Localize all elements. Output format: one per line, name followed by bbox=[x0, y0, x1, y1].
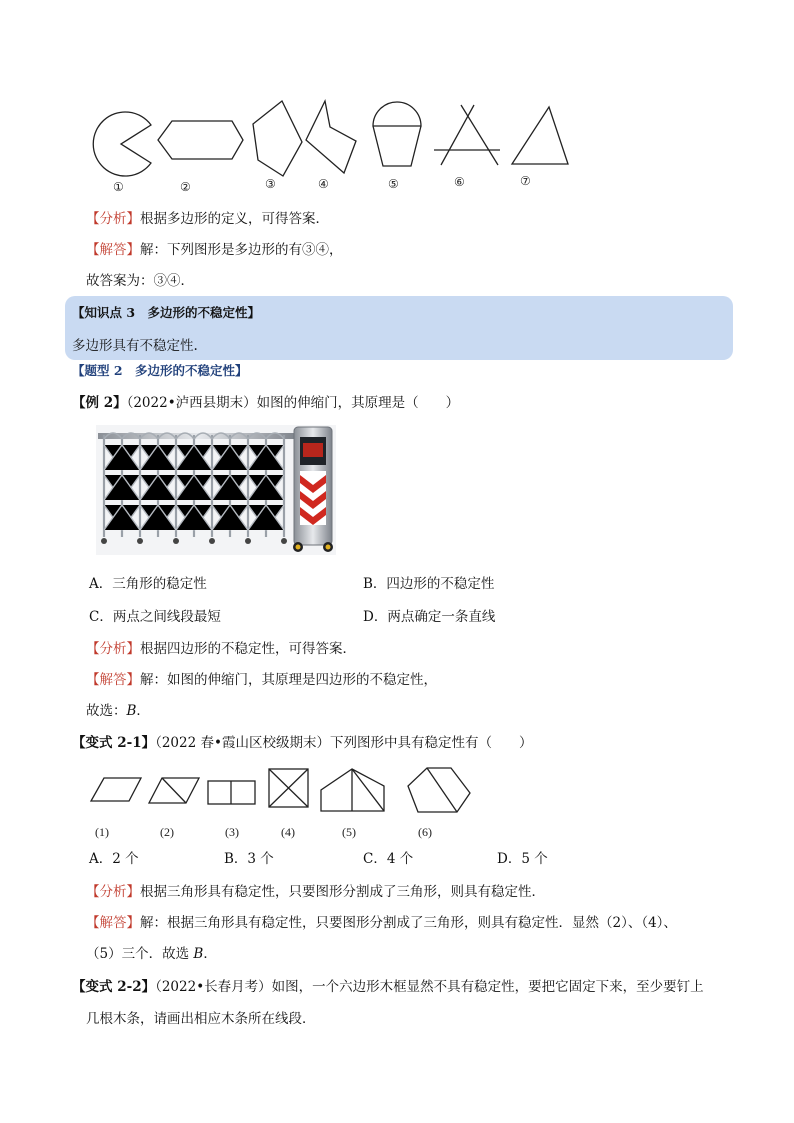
ex2-option-d: D．两点确定一条直线 bbox=[363, 609, 496, 625]
var22-label: 【变式 2-2】 bbox=[72, 979, 156, 995]
var21-figure-2-parallelogram-diagonal bbox=[149, 778, 199, 803]
ex2-option-a: A．三角形的稳定性 bbox=[89, 576, 207, 592]
var21-fig-label-3: (3) bbox=[225, 825, 239, 839]
var21-fig-label-5: (5) bbox=[342, 825, 356, 839]
ex2-answer bbox=[86, 668, 437, 688]
var21-option-a: A．2 个 bbox=[89, 851, 139, 867]
analysis-tag: 【分析】 bbox=[86, 211, 140, 227]
answer-text2-prefix: （5）三个．故选 bbox=[86, 946, 194, 962]
var22-stem-continued: 几根木条，请画出相应木条所在线段． bbox=[86, 1011, 316, 1027]
var21-figure-5-pentagon-triangulated bbox=[321, 769, 384, 811]
question-type-title: 【题型 2 多边形的不稳定性】 bbox=[72, 363, 248, 378]
conclusion-choice: B bbox=[126, 703, 137, 719]
figure-label-3: ③ bbox=[265, 177, 276, 191]
var21-fig-label-1: (1) bbox=[95, 825, 109, 839]
conclusion-prefix: 故选： bbox=[86, 703, 127, 719]
answer-choice: B bbox=[193, 946, 204, 962]
answer-tag: 【解答】 bbox=[86, 672, 140, 688]
figure-label-7: ⑦ bbox=[520, 174, 531, 188]
answer-text: 解：根据三角形具有稳定性，只要图形分割成了三角形，则具有稳定性．显然（2）、（4）、 bbox=[140, 915, 677, 931]
knowledge-title: 【知识点 3 多边形的不稳定性】 bbox=[72, 305, 261, 320]
retractable-gate-image bbox=[96, 425, 336, 555]
answer-text2-suffix: ． bbox=[203, 946, 217, 962]
figure-label-4: ④ bbox=[318, 177, 329, 191]
var21-option-d: D．5 个 bbox=[497, 851, 548, 867]
figure-label-1: ① bbox=[113, 180, 124, 194]
conclusion-suffix: ． bbox=[136, 703, 150, 719]
answer-text: 解：下列图形是多边形的有③④， bbox=[140, 242, 343, 258]
ex2-option-b: B．四边形的不稳定性 bbox=[363, 576, 495, 592]
analysis-text: 根据多边形的定义，可得答案． bbox=[140, 211, 329, 227]
var21-label: 【变式 2-1】 bbox=[72, 735, 156, 751]
ex1-conclusion: 故答案为：③④． bbox=[86, 273, 194, 289]
ex1-answer bbox=[86, 238, 343, 258]
figure-7-triangle bbox=[512, 107, 568, 164]
answer-tag: 【解答】 bbox=[86, 915, 140, 931]
ex2-label: 【例 2】 bbox=[72, 395, 127, 411]
var21-figure-3-split-rectangle bbox=[208, 781, 255, 804]
var21-stem bbox=[72, 731, 532, 751]
polygon-figures bbox=[0, 0, 794, 200]
figure-2-rounded-hexagon bbox=[158, 121, 243, 159]
ex2-stem-text: （2022•泸西县期末）如图的伸缩门，其原理是（ ） bbox=[126, 395, 460, 411]
analysis-tag: 【分析】 bbox=[86, 884, 140, 900]
figure-5-bucket bbox=[373, 102, 421, 166]
var21-fig-label-4: (4) bbox=[281, 825, 295, 839]
knowledge-body: 多边形具有不稳定性. bbox=[72, 338, 198, 354]
figure-label-2: ② bbox=[180, 180, 191, 194]
var21-answer-continued bbox=[86, 942, 217, 962]
stability-figures bbox=[0, 760, 794, 845]
ex2-conclusion bbox=[86, 699, 150, 719]
analysis-tag: 【分析】 bbox=[86, 641, 140, 657]
ex2-stem bbox=[72, 391, 459, 411]
var21-fig-label-6: (6) bbox=[418, 825, 432, 839]
analysis-text: 根据四边形的不稳定性，可得答案． bbox=[140, 641, 356, 657]
figure-label-5: ⑤ bbox=[388, 177, 399, 191]
var21-analysis bbox=[86, 880, 545, 900]
var21-figure-1-parallelogram bbox=[91, 778, 141, 801]
var22-stem bbox=[72, 975, 704, 995]
answer-tag: 【解答】 bbox=[86, 242, 140, 258]
var22-stem-text: （2022•长春月考）如图，一个六边形木框显然不具有稳定性，要把它固定下来，至少要钉上 bbox=[155, 979, 704, 995]
var21-figure-4-square-diagonals bbox=[269, 769, 308, 807]
figure-3-pentagon bbox=[253, 101, 302, 176]
figure-4-quadrilateral bbox=[306, 101, 356, 173]
var21-fig-label-2: (2) bbox=[160, 825, 174, 839]
answer-text: 解：如图的伸缩门，其原理是四边形的不稳定性， bbox=[140, 672, 437, 688]
var21-stem-text: （2022 春•霞山区校级期末）下列图形中具有稳定性有（ ） bbox=[155, 735, 533, 751]
figure-label-6: ⑥ bbox=[454, 175, 465, 189]
var21-option-b: B．3 个 bbox=[224, 851, 274, 867]
var21-figure-6-hexagon-diagonal bbox=[408, 768, 470, 812]
figure-1-pacman bbox=[93, 112, 151, 176]
analysis-text: 根据三角形具有稳定性，只要图形分割成了三角形，则具有稳定性． bbox=[140, 884, 545, 900]
ex2-option-c: C．两点之间线段最短 bbox=[89, 609, 221, 625]
ex1-analysis bbox=[86, 207, 329, 227]
ex2-analysis bbox=[86, 637, 356, 657]
figure-6-crossing-lines bbox=[434, 105, 500, 165]
var21-answer bbox=[86, 911, 677, 931]
var21-option-c: C．4 个 bbox=[363, 851, 414, 867]
